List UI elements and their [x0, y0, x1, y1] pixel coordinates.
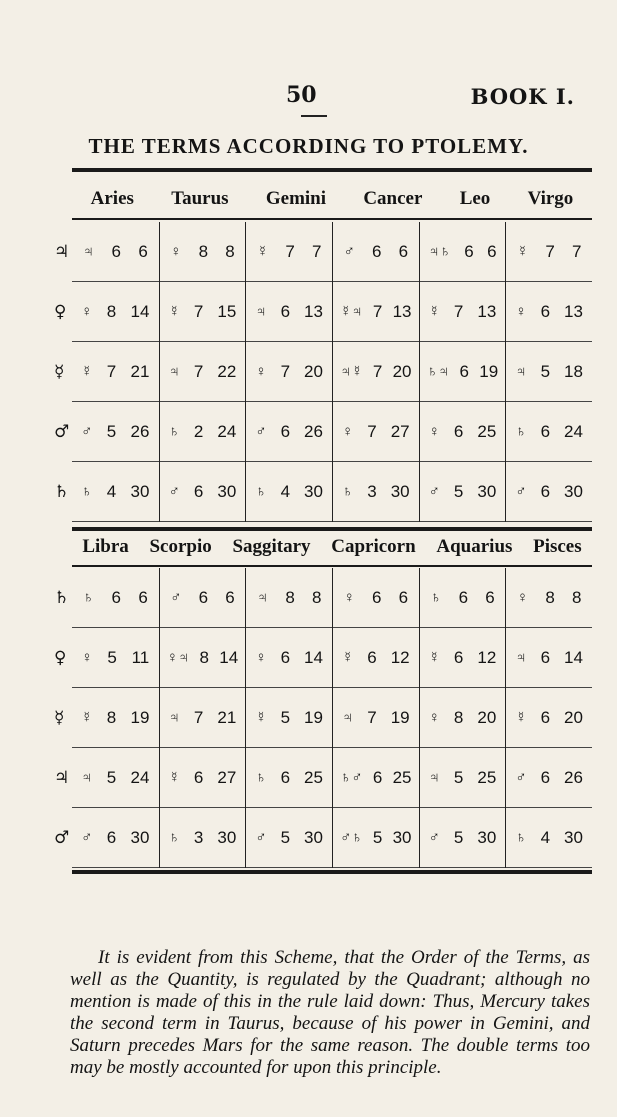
table2-header [72, 536, 592, 558]
term-degrees: 6 [540, 707, 551, 727]
table1-term-entry [246, 342, 332, 402]
table2-term-entry [420, 688, 506, 748]
table2-term-entry [420, 808, 506, 868]
term-total: 13 [392, 301, 412, 321]
table1-term-entry [420, 282, 506, 342]
term-degrees: 8 [106, 707, 117, 727]
table1-term-entry [246, 282, 332, 342]
term-total: 8 [571, 587, 582, 607]
table2-term-entry [246, 628, 332, 688]
term-degrees: 8 [453, 707, 464, 727]
table1-term-entry [72, 342, 159, 402]
table1-margin-planet: ♀ [54, 302, 67, 322]
term-degrees: 6 [111, 241, 121, 261]
term-total: 30 [392, 827, 412, 847]
table2-term-entry [72, 748, 159, 808]
table2-margin [54, 568, 69, 868]
term-total: 6 [487, 241, 497, 261]
term-total: 19 [479, 361, 499, 381]
table2-term-entry [506, 748, 592, 808]
table2-term-entry [72, 568, 159, 628]
table2-sign-column [159, 568, 246, 868]
term-total: 25 [477, 421, 497, 441]
term-degrees: 5 [106, 767, 117, 787]
term-degrees: 5 [107, 647, 117, 667]
term-degrees: 6 [540, 767, 551, 787]
term-planet: ♃☿ [340, 363, 363, 380]
table1-term-entry [506, 342, 592, 402]
term-degrees: 3 [367, 481, 377, 501]
term-total: 7 [571, 241, 582, 261]
table2-term-entry [420, 628, 506, 688]
term-total: 30 [217, 827, 237, 847]
table1-term-entry [246, 402, 332, 462]
term-planet: ♀ [255, 363, 267, 380]
term-planet: ☿ [81, 363, 93, 380]
table2-margin-planet: ♂ [54, 828, 70, 848]
term-degrees: 6 [367, 647, 377, 667]
term-planet: ♃ [82, 243, 94, 260]
term-degrees: 6 [459, 361, 469, 381]
table1-term-entry [246, 222, 332, 282]
table1-term-entry [333, 402, 419, 462]
table2-term-entry [333, 748, 419, 808]
page-header [0, 82, 617, 112]
term-total: 21 [217, 707, 237, 727]
term-planet: ♀ [343, 589, 355, 606]
term-degrees: 6 [198, 587, 209, 607]
table2-term-entry [246, 808, 332, 868]
term-planet: ♄ [81, 483, 93, 500]
term-degrees: 5 [453, 767, 464, 787]
term-planet: ♀ [428, 423, 440, 440]
term-total: 30 [390, 481, 410, 501]
table1-term-entry [420, 462, 506, 522]
table1-sign-header: Virgo [527, 188, 574, 209]
term-total: 12 [390, 647, 410, 667]
term-total: 30 [564, 827, 583, 847]
paragraph-text: It is evident from this Scheme, that the Order of the Terms, as well as the Quantity, is regulated by the Quadrant; although no mention is made of this in the rule laid down: Thus, Mercury takes the second term in Taurus, because of his power in Gemini, and Saturn precedes Mars for the same reason. The double terms too may be mostly accounted for upon this principle. [70, 947, 590, 1078]
table2-sign-column [72, 568, 159, 868]
term-planet: ☿ [428, 649, 440, 666]
table1-margin-planet: ♂ [54, 422, 70, 442]
term-degrees: 6 [540, 647, 551, 667]
term-planet: ♃ [256, 589, 269, 606]
term-planet: ♂ [515, 483, 527, 500]
term-planet: ♄ [255, 483, 267, 500]
term-total: 30 [304, 827, 323, 847]
table1-term-entry [506, 282, 592, 342]
table2-term-entry [506, 688, 592, 748]
term-total: 14 [219, 647, 239, 667]
table1-header-rule [72, 218, 592, 220]
table1-term-entry [333, 462, 419, 522]
term-planet: ♃ [81, 769, 93, 786]
term-total: 14 [304, 647, 323, 667]
table1-term-entry [420, 222, 506, 282]
term-degrees: 7 [193, 301, 204, 321]
term-degrees: 6 [540, 481, 551, 501]
term-total: 6 [398, 587, 409, 607]
table2-term-entry [506, 568, 592, 628]
term-planet: ♂ [255, 423, 267, 440]
term-degrees: 6 [453, 421, 464, 441]
table1-margin-planet: ♃ [54, 242, 70, 262]
book-label: BOOK I. [470, 84, 575, 109]
term-total: 6 [138, 241, 148, 261]
term-planet: ♂♄ [340, 829, 363, 846]
term-planet: ♄ [341, 483, 354, 500]
table2-sign-header: Scorpio [149, 536, 212, 557]
term-total: 30 [304, 481, 323, 501]
term-total: 25 [392, 767, 412, 787]
term-degrees: 6 [280, 421, 291, 441]
page-title: THE TERMS ACCORDING TO PTOLEMY. [88, 134, 529, 158]
header-dash [301, 115, 327, 117]
term-total: 25 [304, 767, 323, 787]
term-total: 6 [138, 587, 148, 607]
table2-term-entry [506, 628, 592, 688]
term-total: 19 [390, 707, 410, 727]
table2-term-entry [160, 688, 246, 748]
table1-term-entry [72, 222, 159, 282]
term-total: 6 [225, 587, 235, 607]
table2-term-entry [160, 748, 246, 808]
term-degrees: 6 [458, 587, 469, 607]
term-planet: ♃ [515, 649, 527, 666]
term-planet: ☿ [81, 709, 93, 726]
term-total: 6 [398, 241, 409, 261]
term-degrees: 3 [193, 827, 204, 847]
table2-term-entry [246, 688, 332, 748]
table1-sign-column [159, 222, 246, 522]
term-degrees: 4 [540, 827, 551, 847]
term-planet: ♂ [343, 243, 355, 260]
table1-term-entry [72, 282, 159, 342]
term-degrees: 5 [372, 827, 383, 847]
term-total: 22 [217, 361, 237, 381]
term-planet: ♂ [428, 483, 440, 500]
term-planet: ♀♃ [166, 649, 190, 666]
table2-sign-header: Saggitary [232, 536, 311, 557]
table2-sign-header: Pisces [533, 536, 582, 557]
term-total: 27 [390, 421, 410, 441]
term-total: 30 [564, 481, 583, 501]
term-planet: ♀ [516, 589, 529, 606]
term-degrees: 7 [372, 301, 383, 321]
term-planet: ♄ [168, 829, 180, 846]
term-total: 20 [392, 361, 412, 381]
bottom-rule [72, 870, 592, 874]
table2-sign-column [505, 568, 592, 868]
term-total: 24 [564, 421, 583, 441]
term-planet: ♃♄ [428, 243, 451, 260]
table1-term-entry [72, 462, 159, 522]
term-degrees: 7 [453, 301, 464, 321]
table2-term-entry [420, 568, 506, 628]
table1-sign-header: Aries [90, 188, 134, 209]
table1-grid [72, 222, 592, 522]
table2-sign-header: Aquarius [436, 536, 513, 557]
term-planet: ♄ [515, 423, 527, 440]
term-planet: ♀ [81, 303, 93, 320]
term-planet: ♃ [168, 363, 180, 380]
table2-term-entry [160, 568, 246, 628]
term-degrees: 8 [198, 241, 209, 261]
term-degrees: 5 [280, 827, 291, 847]
term-degrees: 8 [106, 301, 117, 321]
table1-margin [54, 222, 69, 522]
term-total: 19 [130, 707, 150, 727]
term-degrees: 6 [193, 481, 204, 501]
table2-margin-planet: ♃ [54, 768, 70, 788]
term-planet: ♀ [515, 303, 527, 320]
term-total: 25 [477, 767, 497, 787]
term-degrees: 7 [285, 241, 295, 261]
term-degrees: 8 [545, 587, 555, 607]
table2-term-entry [160, 808, 246, 868]
table2-sign-header: Libra [82, 536, 129, 557]
term-planet: ♄ [515, 829, 527, 846]
table1-sign-header: Taurus [171, 188, 229, 209]
table1-sign-column [72, 222, 159, 522]
term-planet: ♂ [168, 483, 180, 500]
term-planet: ☿ [255, 709, 267, 726]
top-rule [72, 168, 592, 172]
table2-grid [72, 568, 592, 868]
term-planet: ♂ [81, 829, 93, 846]
term-degrees: 6 [453, 647, 464, 667]
table1-term-entry [506, 222, 592, 282]
table2-sign-column [419, 568, 506, 868]
table1-sign-header: Leo [459, 188, 491, 209]
term-degrees: 4 [106, 481, 117, 501]
term-total: 26 [304, 421, 323, 441]
term-degrees: 7 [372, 361, 383, 381]
term-planet: ♄ [430, 589, 442, 606]
table2-term-entry [420, 748, 506, 808]
table2-term-entry [72, 808, 159, 868]
table2-term-entry [333, 688, 419, 748]
term-planet: ♀ [428, 709, 440, 726]
term-planet: ♃ [255, 303, 267, 320]
table1-term-entry [333, 282, 419, 342]
term-total: 6 [485, 587, 495, 607]
table1-term-entry [246, 462, 332, 522]
term-total: 7 [311, 241, 322, 261]
table1-term-entry [160, 462, 246, 522]
term-planet: ♃ [341, 709, 354, 726]
term-degrees: 5 [453, 827, 464, 847]
term-planet: ♀ [341, 423, 354, 440]
table1-sign-column [419, 222, 506, 522]
term-planet: ♄♃ [426, 363, 450, 380]
term-degrees: 8 [199, 647, 209, 667]
term-degrees: 6 [280, 647, 291, 667]
term-total: 14 [564, 647, 583, 667]
middle-rule [72, 527, 592, 531]
table2-sign-column [245, 568, 332, 868]
page-number: 50 [286, 82, 317, 108]
term-total: 13 [564, 301, 583, 321]
term-total: 21 [130, 361, 150, 381]
term-planet: ♃ [515, 363, 527, 380]
term-planet: ♄ [255, 769, 267, 786]
table1-term-entry [160, 282, 246, 342]
term-planet: ☿ [168, 303, 180, 320]
body-paragraph [70, 947, 590, 1079]
term-total: 12 [477, 647, 497, 667]
term-planet: ♄♂ [340, 769, 363, 786]
term-total: 18 [564, 361, 583, 381]
term-degrees: 8 [285, 587, 295, 607]
term-degrees: 7 [367, 707, 377, 727]
table2-sign-column [332, 568, 419, 868]
term-total: 19 [304, 707, 323, 727]
term-planet: ☿♃ [340, 303, 363, 320]
term-degrees: 6 [371, 241, 382, 261]
term-planet: ♀ [170, 243, 182, 260]
table1-term-entry [72, 402, 159, 462]
term-total: 11 [131, 647, 150, 667]
term-total: 8 [311, 587, 322, 607]
term-total: 20 [304, 361, 323, 381]
table2-term-entry [333, 808, 419, 868]
table1-sign-column [245, 222, 332, 522]
term-degrees: 4 [280, 481, 291, 501]
term-planet: ☿ [168, 769, 180, 786]
term-degrees: 7 [106, 361, 117, 381]
table2-margin-planet: ☿ [54, 708, 65, 728]
term-degrees: 6 [193, 767, 204, 787]
table2-term-entry [72, 688, 159, 748]
term-total: 24 [217, 421, 237, 441]
term-degrees: 7 [193, 707, 204, 727]
term-total: 30 [130, 481, 150, 501]
term-planet: ♂ [428, 829, 440, 846]
term-degrees: 5 [106, 421, 117, 441]
table1-term-entry [506, 402, 592, 462]
term-degrees: 5 [453, 481, 464, 501]
table2-margin-planet: ♄ [54, 588, 70, 608]
term-total: 8 [225, 241, 235, 261]
table1-term-entry [420, 402, 506, 462]
term-planet: ♂ [170, 589, 182, 606]
term-degrees: 7 [545, 241, 555, 261]
table1-term-entry [506, 462, 592, 522]
term-planet: ♀ [255, 649, 267, 666]
table1-sign-header: Gemini [265, 188, 327, 209]
term-total: 20 [564, 707, 583, 727]
table1-term-entry [333, 222, 419, 282]
table2-term-entry [160, 628, 246, 688]
term-degrees: 7 [193, 361, 204, 381]
table2-term-entry [506, 808, 592, 868]
table1-sign-column [332, 222, 419, 522]
term-degrees: 6 [540, 421, 551, 441]
term-planet: ☿ [341, 649, 354, 666]
term-total: 27 [217, 767, 237, 787]
term-total: 30 [477, 827, 497, 847]
table2-header-rule [72, 565, 592, 567]
term-planet: ♂ [81, 423, 93, 440]
term-total: 15 [217, 301, 237, 321]
term-degrees: 6 [111, 587, 121, 607]
term-total: 13 [477, 301, 497, 321]
term-planet: ♃ [428, 769, 440, 786]
term-degrees: 5 [540, 361, 551, 381]
term-planet: ♃ [168, 709, 180, 726]
term-degrees: 7 [280, 361, 291, 381]
table1-sign-column [505, 222, 592, 522]
term-degrees: 6 [464, 241, 474, 261]
term-planet: ♂ [515, 769, 527, 786]
term-planet: ☿ [256, 243, 269, 260]
term-total: 26 [564, 767, 583, 787]
table1-margin-planet: ☿ [54, 362, 65, 382]
term-total: 30 [130, 827, 150, 847]
term-degrees: 6 [371, 587, 382, 607]
term-degrees: 6 [106, 827, 117, 847]
term-degrees: 2 [193, 421, 204, 441]
table2-term-entry [246, 568, 332, 628]
term-planet: ♄ [82, 589, 94, 606]
term-total: 30 [217, 481, 237, 501]
table2-sign-header: Capricorn [331, 536, 416, 557]
table1-term-entry [420, 342, 506, 402]
term-planet: ☿ [428, 303, 440, 320]
term-planet: ♀ [81, 649, 93, 666]
term-total: 13 [304, 301, 323, 321]
term-degrees: 6 [280, 301, 291, 321]
term-degrees: 5 [280, 707, 291, 727]
table2-term-entry [246, 748, 332, 808]
table1-header [72, 188, 592, 210]
term-planet: ♄ [168, 423, 180, 440]
term-planet: ♂ [255, 829, 267, 846]
table1-sign-header: Cancer [363, 188, 423, 209]
term-total: 30 [477, 481, 497, 501]
term-degrees: 6 [280, 767, 291, 787]
table2-margin-planet: ♀ [54, 648, 67, 668]
table2-term-entry [333, 628, 419, 688]
term-planet: ☿ [515, 709, 527, 726]
table1-term-entry [160, 402, 246, 462]
term-degrees: 6 [372, 767, 383, 787]
term-total: 26 [130, 421, 150, 441]
term-degrees: 6 [540, 301, 551, 321]
table1-term-entry [160, 222, 246, 282]
table1-term-entry [160, 342, 246, 402]
term-degrees: 7 [367, 421, 377, 441]
table2-term-entry [333, 568, 419, 628]
table1-margin-planet: ♄ [54, 482, 70, 502]
term-total: 24 [130, 767, 150, 787]
term-planet: ☿ [516, 243, 529, 260]
table2-term-entry [72, 628, 159, 688]
term-total: 14 [130, 301, 150, 321]
term-total: 20 [477, 707, 497, 727]
table1-term-entry [333, 342, 419, 402]
